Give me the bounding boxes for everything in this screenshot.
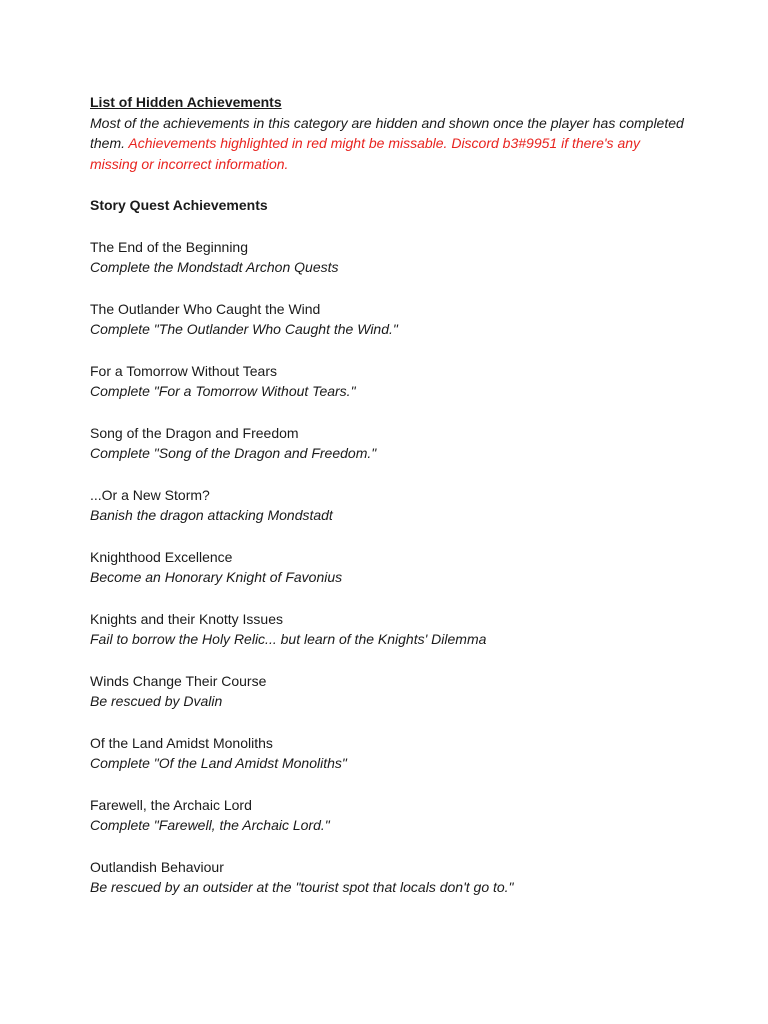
achievement-description: Become an Honorary Knight of Favonius — [90, 569, 343, 585]
achievement-description: Complete "Farewell, the Archaic Lord." — [90, 817, 330, 833]
achievement-name: Song of the Dragon and Freedom — [90, 424, 299, 441]
intro-text: Most of the achievements in this category are hidden and shown once the player has completed them. — [90, 114, 684, 151]
achievement-description: Complete "For a Tomorrow Without Tears." — [90, 383, 356, 399]
achievement-item — [90, 547, 690, 588]
achievement-item — [90, 795, 690, 836]
intro-paragraph — [90, 113, 690, 175]
achievement-description: Fail to borrow the Holy Relic... but learn of the Knights' Dilemma — [90, 631, 487, 647]
achievement-item — [90, 733, 690, 774]
achievement-item — [90, 237, 690, 278]
achievement-name: Knights and their Knotty Issues — [90, 610, 283, 627]
achievement-description: Be rescued by an outsider at the "tourist spot that locals don't go to." — [90, 879, 514, 895]
achievement-item — [90, 671, 690, 712]
achievement-description: Banish the dragon attacking Mondstadt — [90, 507, 333, 523]
missable-note: Achievements highlighted in red might be missable. Discord b3#9951 if there's any missing or incorrect information. — [90, 135, 641, 172]
achievement-item — [90, 609, 690, 650]
achievement-name: Farewell, the Archaic Lord — [90, 796, 252, 813]
achievement-list — [90, 237, 690, 898]
achievement-item — [90, 857, 690, 898]
achievement-name: Outlandish Behaviour — [90, 858, 224, 875]
achievement-description: Complete "The Outlander Who Caught the Wind." — [90, 321, 398, 337]
achievement-item — [90, 423, 690, 464]
achievement-item — [90, 485, 690, 526]
achievement-name: The End of the Beginning — [90, 238, 249, 255]
achievement-description: Complete "Song of the Dragon and Freedom." — [90, 445, 377, 461]
achievement-name: For a Tomorrow Without Tears — [90, 362, 277, 379]
achievement-name: Of the Land Amidst Monoliths — [90, 734, 273, 751]
section-heading: Story Quest Achievements — [90, 197, 268, 213]
achievement-name: ...Or a New Storm? — [90, 486, 210, 503]
achievement-description: Be rescued by Dvalin — [90, 693, 223, 709]
achievement-description: Complete the Mondstadt Archon Quests — [90, 259, 339, 275]
achievement-item — [90, 361, 690, 402]
achievement-name: Knighthood Excellence — [90, 548, 233, 565]
document-page — [90, 92, 690, 898]
achievement-item — [90, 299, 690, 340]
document-title: List of Hidden Achievements — [90, 94, 282, 110]
achievement-name: Winds Change Their Course — [90, 672, 267, 689]
achievement-description: Complete "Of the Land Amidst Monoliths" — [90, 755, 347, 771]
achievement-name: The Outlander Who Caught the Wind — [90, 300, 321, 317]
